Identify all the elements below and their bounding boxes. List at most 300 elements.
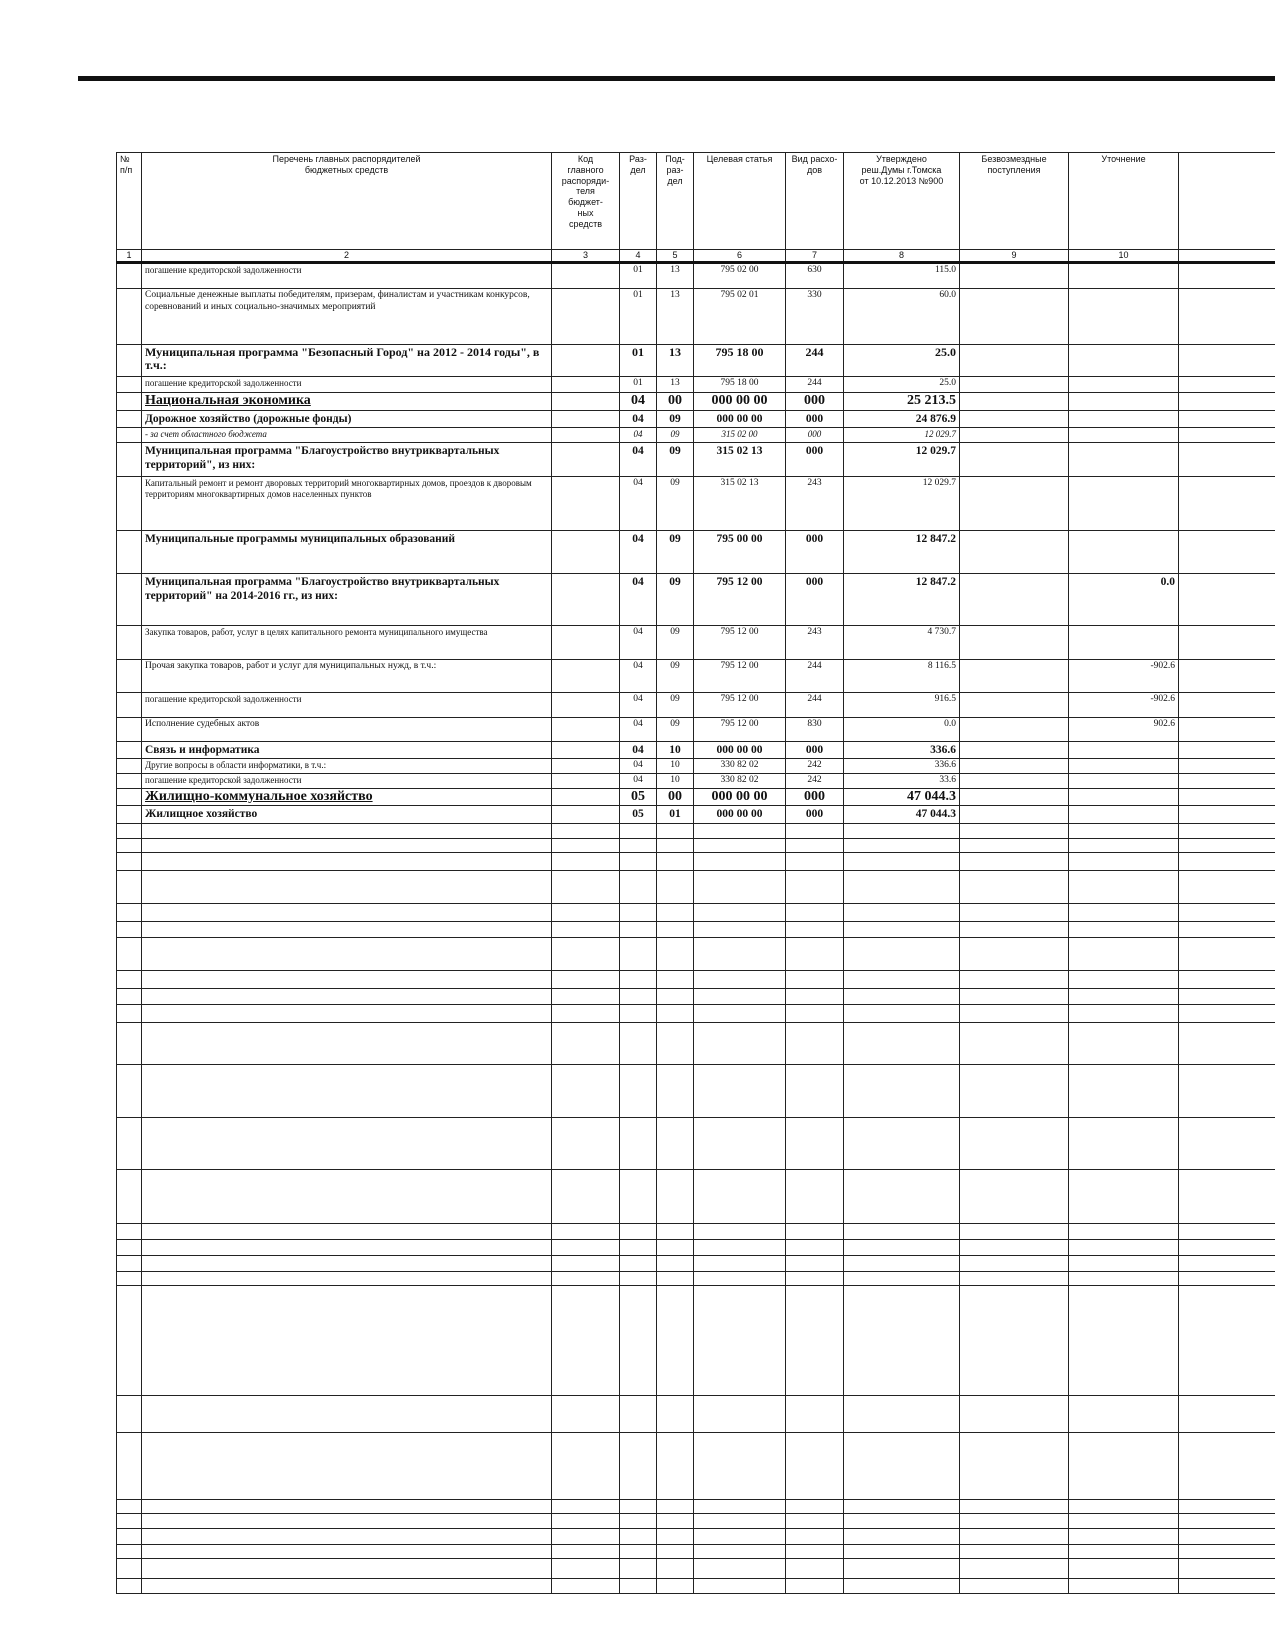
table-row	[117, 345, 1275, 377]
row-vid: 000	[786, 393, 844, 411]
table-row	[117, 741, 1275, 758]
empty-cell	[142, 1064, 552, 1117]
empty-cell	[552, 1223, 620, 1239]
empty-cell	[786, 870, 844, 903]
empty-cell	[786, 1064, 844, 1117]
empty-cell	[552, 1271, 620, 1285]
empty-row	[117, 1528, 1275, 1544]
row-statya: 000 00 00	[694, 393, 786, 411]
row-code	[552, 476, 620, 530]
table-row	[117, 289, 1275, 345]
empty-cell	[786, 1022, 844, 1064]
empty-cell	[142, 903, 552, 921]
empty-cell	[620, 1117, 657, 1169]
row-refinement	[1069, 289, 1179, 345]
row-podrazdel: 13	[657, 345, 694, 377]
row-vid: 830	[786, 717, 844, 741]
empty-cell	[844, 1528, 960, 1544]
empty-cell	[694, 1499, 786, 1513]
empty-cell	[960, 1432, 1069, 1499]
col-number: 4	[620, 250, 657, 263]
empty-cell	[844, 1255, 960, 1271]
row-razdel: 04	[620, 741, 657, 758]
row-grants	[960, 263, 1069, 289]
row-name: погашение кредиторской задолженности	[142, 773, 552, 788]
row-number	[117, 625, 142, 659]
empty-cell	[657, 988, 694, 1004]
row-statya: 795 12 00	[694, 625, 786, 659]
empty-cell	[117, 1558, 142, 1578]
empty-cell	[960, 1271, 1069, 1285]
empty-cell	[657, 1064, 694, 1117]
empty-cell	[1069, 1255, 1179, 1271]
empty-cell	[657, 937, 694, 970]
empty-cell	[657, 852, 694, 870]
row-statya: 795 12 00	[694, 573, 786, 625]
row-name: Закупка товаров, работ, услуг в целях капитального ремонта муниципального имущества	[142, 625, 552, 659]
table-row	[117, 788, 1275, 806]
row-grants	[960, 773, 1069, 788]
row-refinement	[1069, 442, 1179, 476]
row-razdel: 04	[620, 692, 657, 717]
row-extra	[1179, 741, 1275, 758]
row-grants	[960, 573, 1069, 625]
row-refinement	[1069, 263, 1179, 289]
empty-cell	[844, 1499, 960, 1513]
empty-cell	[620, 1169, 657, 1223]
empty-cell	[844, 838, 960, 852]
row-name: погашение кредиторской задолженности	[142, 263, 552, 289]
empty-cell	[844, 870, 960, 903]
row-number	[117, 573, 142, 625]
empty-cell	[657, 903, 694, 921]
row-amount: 12 847.2	[844, 573, 960, 625]
empty-cell	[552, 921, 620, 937]
empty-cell	[552, 1117, 620, 1169]
row-extra	[1179, 442, 1275, 476]
empty-cell	[117, 1578, 142, 1593]
row-grants	[960, 428, 1069, 442]
empty-cell	[142, 1499, 552, 1513]
empty-cell	[117, 1064, 142, 1117]
row-razdel: 04	[620, 758, 657, 773]
col-number: 9	[960, 250, 1069, 263]
empty-cell	[1179, 903, 1275, 921]
row-vid: 330	[786, 289, 844, 345]
row-name: Исполнение судебных актов	[142, 717, 552, 741]
empty-cell	[1069, 1544, 1179, 1558]
empty-cell	[1179, 870, 1275, 903]
row-code	[552, 758, 620, 773]
empty-cell	[694, 1528, 786, 1544]
empty-cell	[1069, 1285, 1179, 1395]
row-grants	[960, 345, 1069, 377]
empty-cell	[694, 1169, 786, 1223]
row-vid: 000	[786, 530, 844, 573]
row-amount: 24 876.9	[844, 410, 960, 427]
row-statya: 795 00 00	[694, 530, 786, 573]
table-row	[117, 692, 1275, 717]
row-podrazdel: 10	[657, 773, 694, 788]
row-razdel: 01	[620, 263, 657, 289]
col-number: 3	[552, 250, 620, 263]
row-amount: 336.6	[844, 741, 960, 758]
col-header-podrazdel: Под- раз- дел	[657, 153, 694, 250]
empty-cell	[960, 852, 1069, 870]
row-podrazdel: 13	[657, 263, 694, 289]
empty-cell	[552, 1578, 620, 1593]
row-razdel: 04	[620, 476, 657, 530]
row-extra	[1179, 377, 1275, 393]
empty-cell	[1069, 1558, 1179, 1578]
row-podrazdel: 09	[657, 410, 694, 427]
row-vid: 243	[786, 476, 844, 530]
empty-cell	[117, 1117, 142, 1169]
empty-row	[117, 1169, 1275, 1223]
empty-cell	[620, 970, 657, 988]
empty-cell	[142, 852, 552, 870]
row-amount: 47 044.3	[844, 788, 960, 806]
row-amount: 115.0	[844, 263, 960, 289]
row-code	[552, 345, 620, 377]
empty-cell	[1179, 1513, 1275, 1528]
row-number	[117, 289, 142, 345]
empty-cell	[552, 838, 620, 852]
table-row	[117, 806, 1275, 823]
empty-cell	[844, 1117, 960, 1169]
empty-row	[117, 1432, 1275, 1499]
empty-cell	[1179, 1117, 1275, 1169]
row-grants	[960, 410, 1069, 427]
row-grants	[960, 442, 1069, 476]
empty-cell	[960, 1544, 1069, 1558]
empty-cell	[844, 1544, 960, 1558]
empty-cell	[786, 1169, 844, 1223]
row-statya: 795 18 00	[694, 377, 786, 393]
row-code	[552, 263, 620, 289]
col-number	[1179, 250, 1275, 263]
empty-cell	[1069, 1432, 1179, 1499]
row-extra	[1179, 476, 1275, 530]
empty-cell	[786, 1239, 844, 1255]
row-vid: 630	[786, 263, 844, 289]
empty-cell	[620, 1239, 657, 1255]
empty-cell	[1179, 1004, 1275, 1022]
empty-cell	[1069, 1064, 1179, 1117]
empty-cell	[620, 870, 657, 903]
empty-cell	[620, 1255, 657, 1271]
empty-cell	[657, 870, 694, 903]
empty-cell	[694, 838, 786, 852]
row-razdel: 04	[620, 773, 657, 788]
empty-cell	[620, 921, 657, 937]
row-podrazdel: 09	[657, 428, 694, 442]
empty-cell	[960, 988, 1069, 1004]
empty-cell	[694, 988, 786, 1004]
empty-cell	[844, 903, 960, 921]
empty-cell	[786, 1223, 844, 1239]
row-refinement	[1069, 476, 1179, 530]
table-row	[117, 377, 1275, 393]
empty-cell	[694, 1004, 786, 1022]
row-statya: 330 82 02	[694, 758, 786, 773]
empty-cell	[552, 852, 620, 870]
empty-cell	[1069, 870, 1179, 903]
row-extra	[1179, 428, 1275, 442]
empty-cell	[1179, 970, 1275, 988]
empty-cell	[620, 1004, 657, 1022]
empty-cell	[694, 1239, 786, 1255]
empty-cell	[117, 1271, 142, 1285]
empty-cell	[1179, 1064, 1275, 1117]
row-razdel: 05	[620, 788, 657, 806]
row-amount: 336.6	[844, 758, 960, 773]
row-name: погашение кредиторской задолженности	[142, 377, 552, 393]
row-amount: 12 029.7	[844, 442, 960, 476]
empty-cell	[786, 1271, 844, 1285]
row-amount: 25.0	[844, 345, 960, 377]
empty-cell	[657, 1271, 694, 1285]
budget-sheet	[116, 152, 1275, 1650]
empty-cell	[552, 1239, 620, 1255]
empty-row	[117, 1239, 1275, 1255]
row-amount: 33.6	[844, 773, 960, 788]
empty-cell	[142, 1285, 552, 1395]
empty-cell	[657, 1395, 694, 1432]
empty-cell	[1179, 1558, 1275, 1578]
empty-cell	[786, 988, 844, 1004]
row-number	[117, 717, 142, 741]
row-extra	[1179, 717, 1275, 741]
row-razdel: 04	[620, 530, 657, 573]
empty-cell	[1179, 1022, 1275, 1064]
row-vid: 000	[786, 788, 844, 806]
row-number	[117, 377, 142, 393]
empty-cell	[1179, 1285, 1275, 1395]
empty-row	[117, 1223, 1275, 1239]
empty-cell	[844, 1432, 960, 1499]
empty-cell	[117, 921, 142, 937]
empty-row	[117, 1395, 1275, 1432]
row-podrazdel: 13	[657, 289, 694, 345]
empty-cell	[620, 1271, 657, 1285]
row-refinement	[1069, 410, 1179, 427]
empty-cell	[844, 1223, 960, 1239]
row-amount: 60.0	[844, 289, 960, 345]
row-number	[117, 428, 142, 442]
row-code	[552, 773, 620, 788]
row-name: Другие вопросы в области информатики, в т.ч.:	[142, 758, 552, 773]
row-extra	[1179, 625, 1275, 659]
row-statya: 000 00 00	[694, 741, 786, 758]
empty-cell	[117, 1395, 142, 1432]
row-extra	[1179, 806, 1275, 823]
row-statya: 795 18 00	[694, 345, 786, 377]
empty-cell	[960, 1064, 1069, 1117]
empty-cell	[142, 870, 552, 903]
empty-cell	[1069, 1022, 1179, 1064]
row-name: Жилищно-коммунальное хозяйство	[142, 788, 552, 806]
col-header-refinement: Уточнение	[1069, 153, 1179, 250]
row-refinement	[1069, 530, 1179, 573]
table-header	[117, 153, 1275, 250]
row-podrazdel: 09	[657, 659, 694, 692]
row-refinement	[1069, 773, 1179, 788]
table-row	[117, 625, 1275, 659]
row-code	[552, 625, 620, 659]
col-header-approved: Утверждено реш.Думы г.Томска от 10.12.2013 №900	[844, 153, 960, 250]
empty-cell	[786, 1558, 844, 1578]
empty-cell	[694, 852, 786, 870]
row-number	[117, 263, 142, 289]
table-row	[117, 476, 1275, 530]
empty-cell	[552, 1285, 620, 1395]
empty-cell	[1069, 1271, 1179, 1285]
empty-cell	[142, 1004, 552, 1022]
empty-cell	[1179, 937, 1275, 970]
table-row	[117, 717, 1275, 741]
empty-cell	[117, 1223, 142, 1239]
empty-cell	[1179, 852, 1275, 870]
row-extra	[1179, 289, 1275, 345]
empty-cell	[552, 1513, 620, 1528]
empty-cell	[694, 1544, 786, 1558]
row-number	[117, 758, 142, 773]
empty-cell	[960, 1558, 1069, 1578]
empty-cell	[1069, 852, 1179, 870]
empty-cell	[620, 1022, 657, 1064]
empty-cell	[1069, 1513, 1179, 1528]
row-refinement: 0.0	[1069, 573, 1179, 625]
row-statya: 795 02 01	[694, 289, 786, 345]
col-header-code: Код главного распоряди- теля бюджет- ных средств	[552, 153, 620, 250]
empty-cell	[786, 1285, 844, 1395]
row-refinement	[1069, 625, 1179, 659]
empty-row	[117, 970, 1275, 988]
row-grants	[960, 659, 1069, 692]
empty-cell	[552, 970, 620, 988]
row-podrazdel: 10	[657, 758, 694, 773]
top-rule	[78, 76, 1275, 81]
empty-cell	[1179, 1578, 1275, 1593]
empty-cell	[552, 1544, 620, 1558]
empty-row	[117, 1117, 1275, 1169]
empty-cell	[1069, 1395, 1179, 1432]
row-podrazdel: 09	[657, 717, 694, 741]
empty-cell	[786, 838, 844, 852]
empty-cell	[960, 1528, 1069, 1544]
empty-cell	[694, 921, 786, 937]
empty-cell	[786, 1544, 844, 1558]
empty-cell	[142, 1022, 552, 1064]
empty-cell	[786, 1004, 844, 1022]
row-razdel: 04	[620, 659, 657, 692]
empty-row	[117, 1004, 1275, 1022]
empty-cell	[552, 1499, 620, 1513]
empty-cell	[657, 1255, 694, 1271]
empty-cell	[960, 1239, 1069, 1255]
row-code	[552, 393, 620, 411]
row-grants	[960, 530, 1069, 573]
row-code	[552, 806, 620, 823]
empty-cell	[142, 1432, 552, 1499]
empty-cell	[844, 1558, 960, 1578]
empty-cell	[620, 1544, 657, 1558]
empty-cell	[844, 937, 960, 970]
row-code	[552, 659, 620, 692]
row-number	[117, 393, 142, 411]
row-extra	[1179, 659, 1275, 692]
row-code	[552, 573, 620, 625]
empty-cell	[657, 1004, 694, 1022]
empty-row	[117, 823, 1275, 838]
row-code	[552, 428, 620, 442]
empty-row	[117, 1578, 1275, 1593]
empty-cell	[786, 903, 844, 921]
empty-cell	[694, 1117, 786, 1169]
empty-cell	[142, 1395, 552, 1432]
row-vid: 242	[786, 758, 844, 773]
empty-cell	[786, 970, 844, 988]
empty-cell	[694, 823, 786, 838]
row-grants	[960, 476, 1069, 530]
row-razdel: 01	[620, 289, 657, 345]
empty-cell	[960, 1117, 1069, 1169]
empty-cell	[117, 838, 142, 852]
row-name: Прочая закупка товаров, работ и услуг для муниципальных нужд, в т.ч.:	[142, 659, 552, 692]
col-number: 10	[1069, 250, 1179, 263]
row-number	[117, 476, 142, 530]
row-number	[117, 741, 142, 758]
empty-cell	[960, 1578, 1069, 1593]
empty-cell	[960, 1499, 1069, 1513]
row-razdel: 04	[620, 428, 657, 442]
col-header-num: № п/п	[117, 153, 142, 250]
row-grants	[960, 717, 1069, 741]
empty-row	[117, 937, 1275, 970]
row-podrazdel: 09	[657, 625, 694, 659]
empty-cell	[620, 1223, 657, 1239]
row-name: Жилищное хозяйство	[142, 806, 552, 823]
empty-cell	[960, 1285, 1069, 1395]
row-grants	[960, 692, 1069, 717]
empty-cell	[142, 970, 552, 988]
row-name: Социальные денежные выплаты победителям, призерам, финалистам и участникам конкурсов, соревнований и иных социально-значимых мероприятий	[142, 289, 552, 345]
empty-cell	[844, 1271, 960, 1285]
row-vid: 000	[786, 573, 844, 625]
empty-cell	[142, 1528, 552, 1544]
row-amount: 12 029.7	[844, 428, 960, 442]
row-refinement: -902.6	[1069, 659, 1179, 692]
row-grants	[960, 625, 1069, 659]
empty-cell	[620, 1395, 657, 1432]
empty-cell	[960, 870, 1069, 903]
empty-cell	[786, 1499, 844, 1513]
row-amount: 25 213.5	[844, 393, 960, 411]
empty-cell	[1179, 1432, 1275, 1499]
empty-cell	[657, 1169, 694, 1223]
empty-cell	[1069, 1117, 1179, 1169]
empty-cell	[694, 1271, 786, 1285]
empty-row	[117, 921, 1275, 937]
row-refinement	[1069, 428, 1179, 442]
row-vid: 244	[786, 345, 844, 377]
table-row	[117, 573, 1275, 625]
row-vid: 000	[786, 428, 844, 442]
empty-cell	[844, 1022, 960, 1064]
row-amount: 8 116.5	[844, 659, 960, 692]
empty-cell	[552, 1004, 620, 1022]
